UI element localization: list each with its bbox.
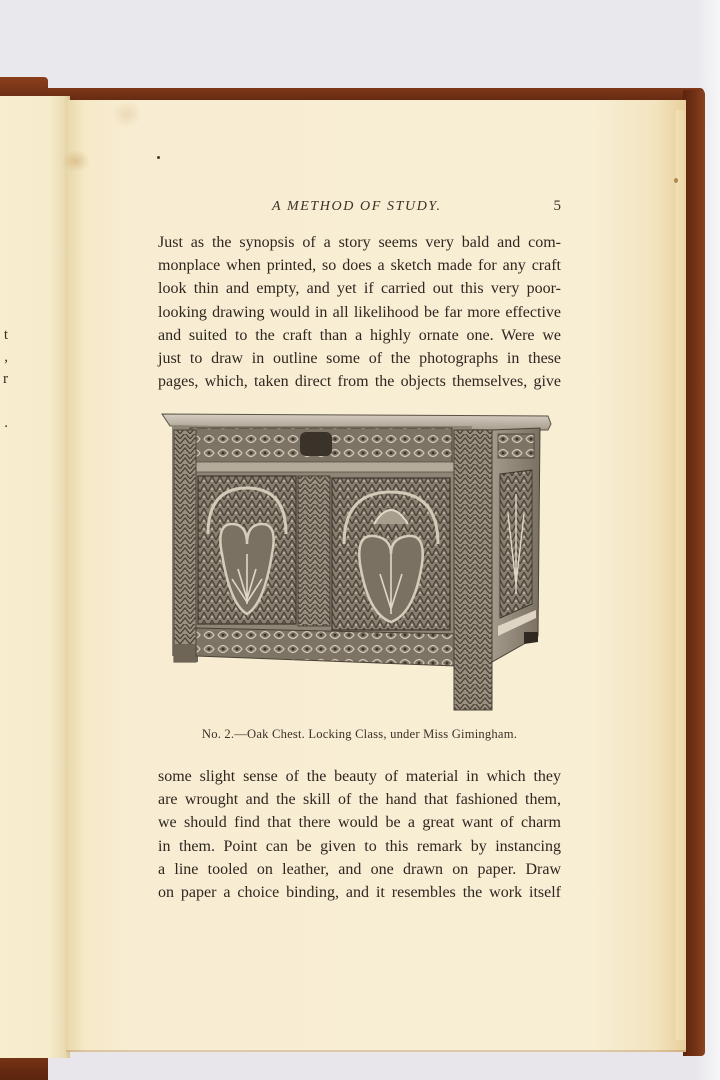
text-line: a line tooled on leather, and one drawn on paper. Draw [158, 860, 561, 878]
text-line: pages, which, taken direct from the objects themselves, give [158, 373, 561, 391]
text-line: we should find that there would be a great want of charm [158, 814, 561, 832]
chest-side-panel [492, 428, 540, 662]
foxing-spot [674, 178, 678, 183]
paragraph-before-figure [158, 231, 561, 393]
left-page-text-fragments [0, 324, 10, 434]
running-title: A METHOD OF STUDY. [272, 199, 442, 214]
chest-right-stile [454, 430, 492, 710]
oak-chest-figure [160, 404, 556, 712]
oak-chest-illustration [160, 404, 556, 712]
running-header [158, 198, 561, 215]
text-line: look thin and empty, and yet if carried out this very poor- [158, 280, 561, 298]
left-page-fragment: t [3, 327, 8, 343]
left-page-fragment: . [4, 415, 8, 431]
chest-center-muntin [298, 476, 330, 626]
book-cover-right-edge [683, 90, 705, 1056]
chest-right-panel [332, 478, 450, 630]
text-line: on paper a choice binding, and it resembles the work itself [158, 883, 561, 901]
page-number: 5 [553, 198, 561, 214]
text-line: some slight sense of the beauty of material in which they [158, 768, 561, 785]
ink-speck [157, 156, 160, 159]
text-line: are wrought and the skill of the hand that fashioned them, [158, 791, 561, 809]
left-page-fragment [0, 390, 8, 412]
chest-left-stile [174, 430, 198, 662]
left-page-fragment: r [3, 371, 8, 387]
text-line: in them. Point can be given to this remark by instancing [158, 837, 561, 855]
figure-caption: No. 2.—Oak Chest. Locking Class, under Miss Gimingham. [201, 727, 518, 741]
right-page-edge [676, 110, 686, 1040]
text-line: just to draw in outline some of the photographs in these [158, 349, 561, 367]
text-line: and suited to the craft than a highly ornate one. Were we [158, 326, 561, 344]
chest-bottom-rail [196, 628, 456, 666]
chest-left-panel [198, 476, 296, 624]
left-page-fragment: , [4, 349, 8, 365]
book-cover-left-bottom [0, 1055, 48, 1080]
text-line: monplace when printed, so does a sketch made for any craft [158, 257, 561, 275]
paragraph-after-figure [158, 765, 561, 904]
left-page [0, 96, 70, 1058]
text-line: looking drawing would in all likelihood be far more effective [158, 303, 561, 321]
text-line: Just as the synopsis of a story seems very bald and com- [158, 234, 561, 251]
